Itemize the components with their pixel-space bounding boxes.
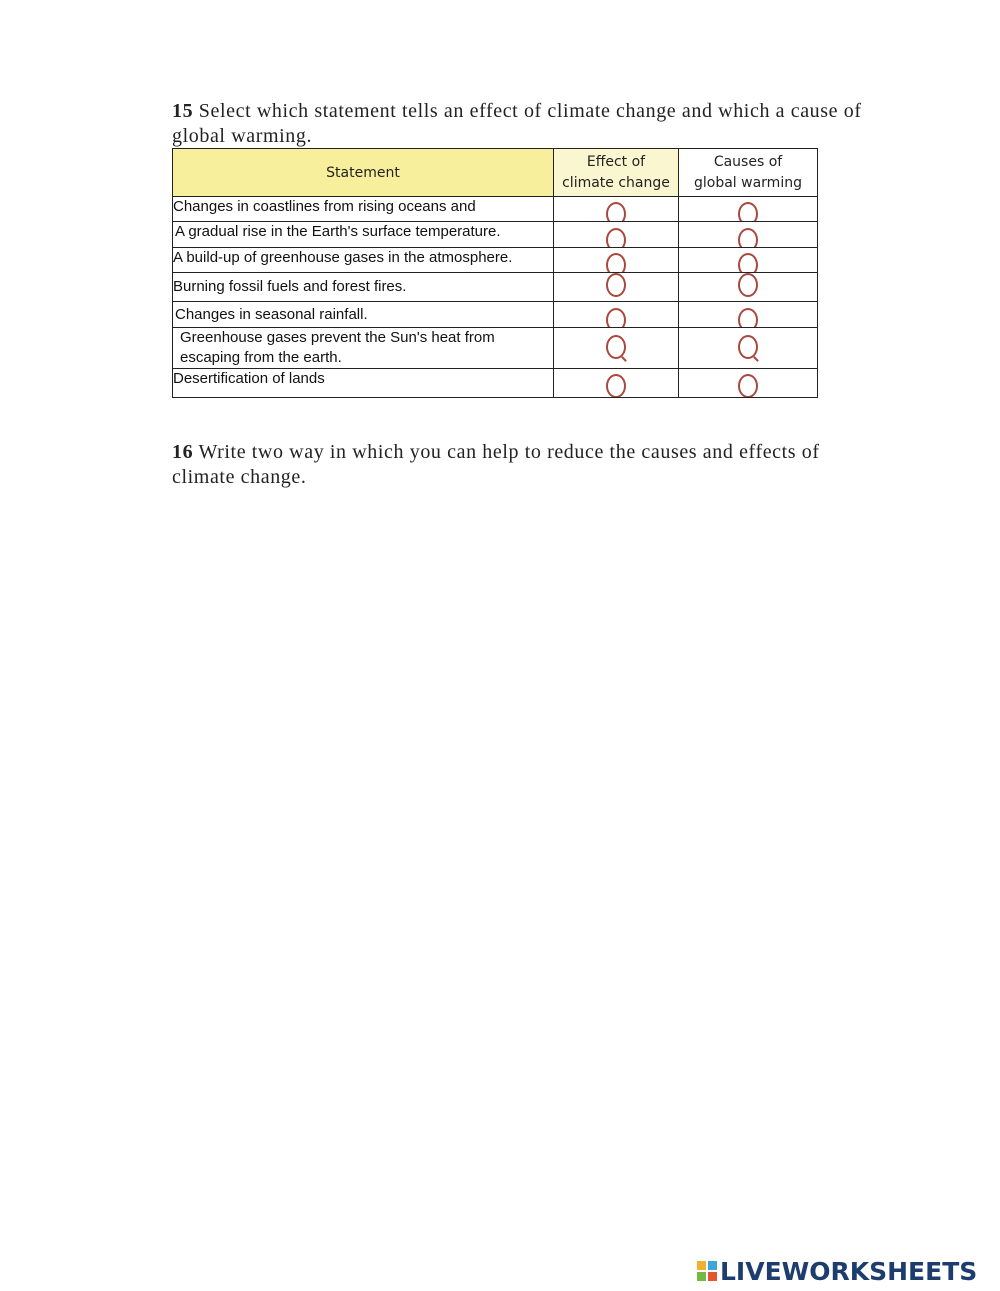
- statement-cell: [173, 302, 554, 328]
- logo-text: LIVEWORKSHEETS: [720, 1256, 978, 1286]
- cause-radio[interactable]: [738, 374, 758, 398]
- effect-radio[interactable]: [606, 228, 626, 248]
- cause-cell: [679, 222, 818, 248]
- effect-radio[interactable]: [606, 308, 626, 328]
- cause-cell: [679, 273, 818, 302]
- table-row: [173, 273, 818, 302]
- effect-radio[interactable]: [606, 374, 626, 398]
- table-header-row: [173, 149, 818, 197]
- statement-cell: [173, 248, 554, 273]
- logo-block: [708, 1261, 717, 1270]
- statement-text: Desertification of lands: [173, 370, 325, 387]
- effect-radio[interactable]: [606, 253, 626, 273]
- table-row: [173, 248, 818, 273]
- cause-cell: [679, 248, 818, 273]
- statement-text: Greenhouse gases prevent the Sun's heat from: [180, 329, 495, 346]
- cause-radio[interactable]: [738, 202, 758, 222]
- table-row: [173, 328, 818, 369]
- cause-cell: [679, 302, 818, 328]
- statement-text-line2: escaping from the earth.: [180, 349, 342, 366]
- header-cause: [679, 149, 818, 197]
- statement-cell: [173, 222, 554, 248]
- statement-text: Changes in coastlines from rising oceans and: [173, 198, 476, 215]
- header-effect-line1: Effect of: [586, 153, 646, 170]
- cause-radio[interactable]: [738, 228, 758, 248]
- effect-cell: [554, 197, 679, 222]
- effect-cell: [554, 273, 679, 302]
- effect-cell: [554, 328, 679, 369]
- effect-radio[interactable]: [606, 335, 626, 359]
- effect-cell: [554, 302, 679, 328]
- header-effect: [554, 149, 679, 197]
- logo-block: [697, 1272, 706, 1281]
- statement-cell: [173, 369, 554, 398]
- answer-table: [172, 148, 818, 398]
- table-row: [173, 197, 818, 222]
- question-16-number: 16: [172, 441, 194, 463]
- cause-radio[interactable]: [738, 253, 758, 273]
- effect-radio[interactable]: [606, 202, 626, 222]
- table-row: [173, 369, 818, 398]
- effect-cell: [554, 222, 679, 248]
- effect-cell: [554, 248, 679, 273]
- statement-text: A build-up of greenhouse gases in the atmosphere.: [173, 249, 513, 266]
- statement-text: Changes in seasonal rainfall.: [175, 305, 368, 323]
- header-cause-line2: global warming: [694, 174, 802, 191]
- question-16: [172, 440, 882, 490]
- table-row: [173, 222, 818, 248]
- question-16-text: Write two way in which you can help to reduce the causes and effects of climate change.: [172, 441, 820, 488]
- effect-radio[interactable]: [606, 273, 626, 297]
- cause-cell: [679, 328, 818, 369]
- header-effect-line2: climate change: [562, 174, 670, 191]
- cause-cell: [679, 197, 818, 222]
- statement-text: Burning fossil fuels and forest fires.: [173, 278, 407, 295]
- header-statement: Statement: [173, 149, 554, 197]
- question-15-number: 15: [172, 100, 194, 122]
- cause-radio[interactable]: [738, 273, 758, 297]
- cause-radio[interactable]: [738, 335, 758, 359]
- logo-block: [697, 1261, 706, 1270]
- statement-text: A gradual rise in the Earth's surface temperature.: [175, 223, 501, 240]
- statement-cell: [173, 328, 554, 369]
- statement-cell: [173, 273, 554, 302]
- statement-cell: [173, 197, 554, 222]
- liveworksheets-logo: [697, 1257, 977, 1285]
- logo-block: [708, 1272, 717, 1281]
- question-15-text: Select which statement tells an effect of climate change and which a cause of global warming.: [172, 100, 862, 147]
- logo-blocks-icon: [697, 1261, 717, 1281]
- cause-radio[interactable]: [738, 308, 758, 328]
- effect-cell: [554, 369, 679, 398]
- question-15: [172, 99, 872, 149]
- table-row: [173, 302, 818, 328]
- cause-cell: [679, 369, 818, 398]
- header-cause-line1: Causes of: [713, 153, 783, 170]
